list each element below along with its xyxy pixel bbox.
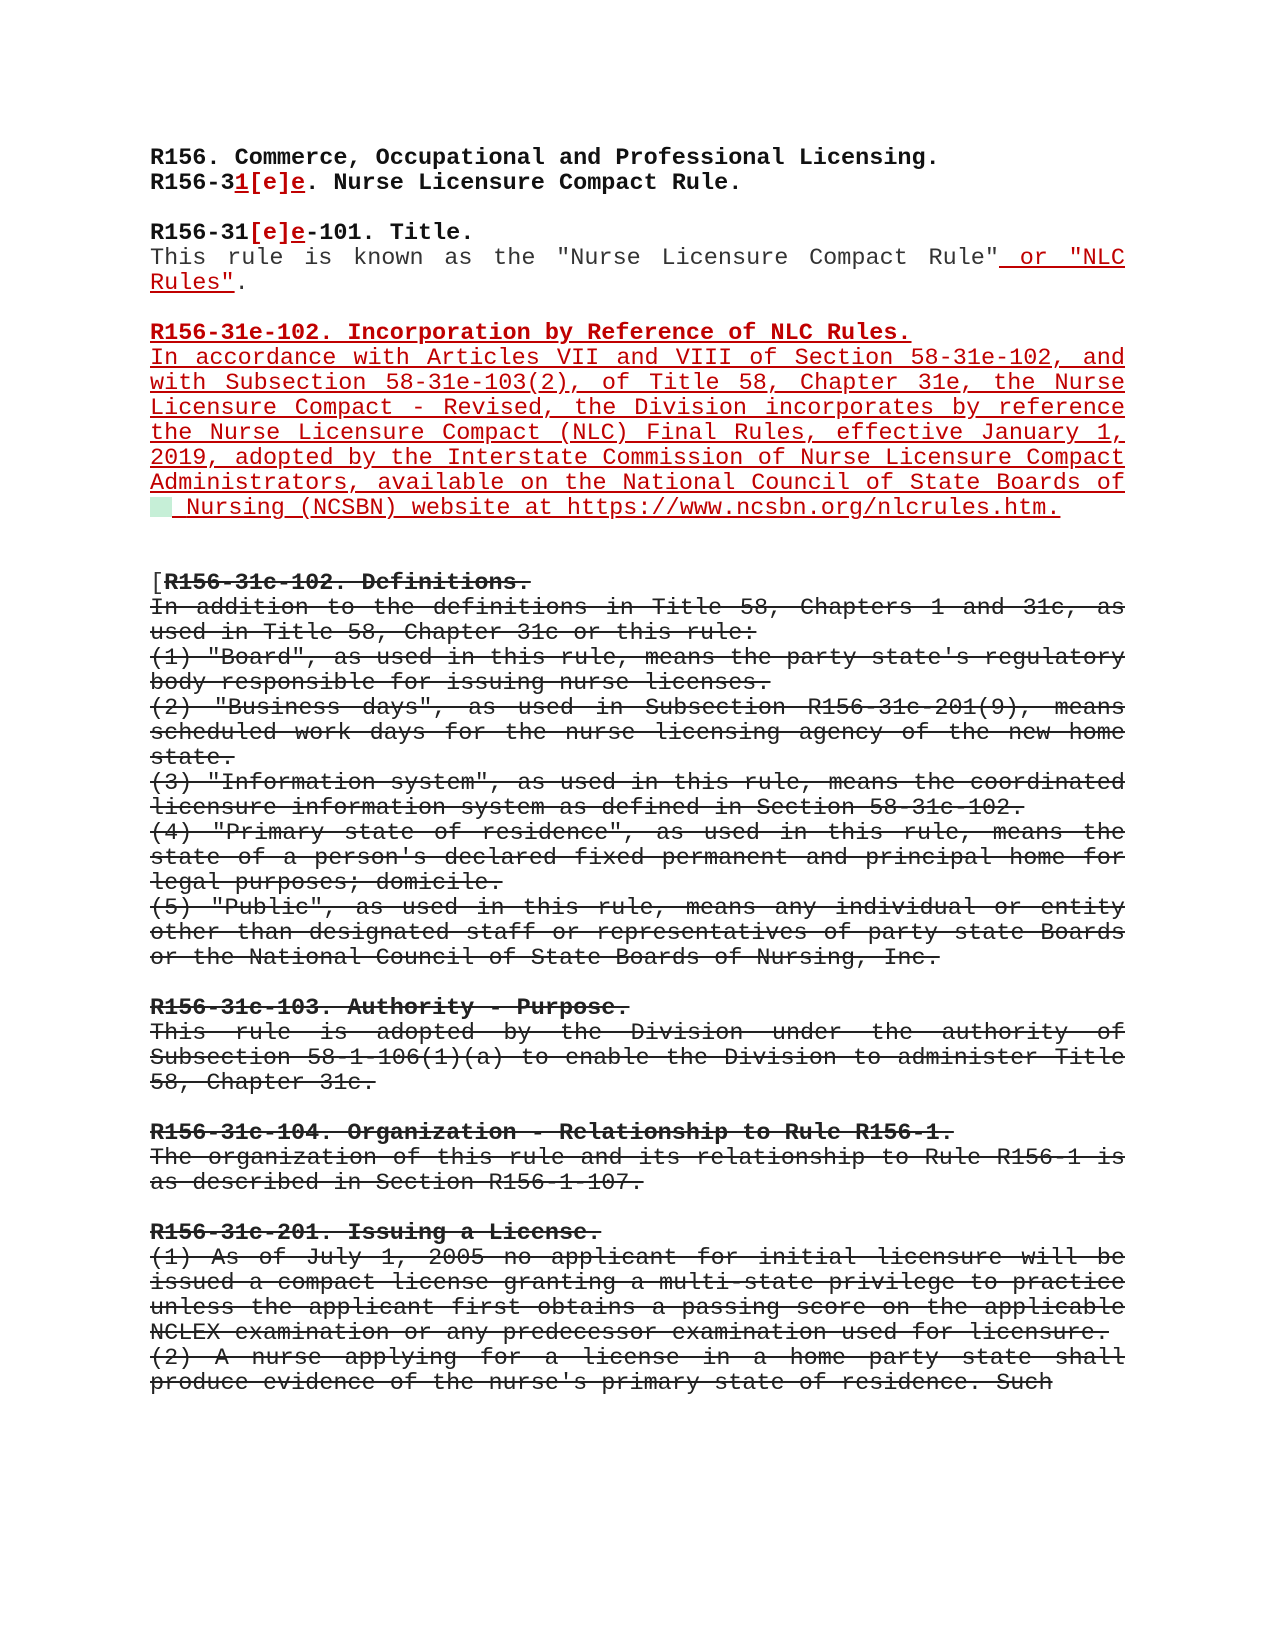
document-page (150, 146, 1125, 1396)
section-102-old-intro: In addition to the definitions in Title 58, Chapters 1 and 31c, as used in Title 58, Chapter 31c or this rule: (150, 595, 1125, 647)
section-103-heading: R156-31c-103. Authority - Purpose. (150, 995, 630, 1022)
section-104-body: The organization of this rule and its relationship to Rule R156-1 is as described in Section R156-1-107. (150, 1145, 1125, 1197)
section-101-heading (150, 221, 1125, 246)
rule-insert-2: e (291, 170, 306, 197)
sec101-end: . (234, 270, 249, 297)
rule-title-line (150, 171, 1125, 196)
sec101-suffix: -101. Title. (305, 220, 475, 247)
definition-item: (5) "Public", as used in this rule, means any individual or entity other than designated staff or representatives of party state Boards or the National Council of State Boards of Nursing, Inc. (150, 895, 1125, 972)
section-102-old-heading-line (150, 571, 1125, 596)
sec101-text: This rule is known as the "Nurse Licensure Compact Rule" (150, 245, 999, 272)
section-102-old-heading: R156-31c-102. Definitions. (164, 570, 531, 597)
section-102-new-heading: R156-31e-102. Incorporation by Reference of NLC Rules. (150, 320, 912, 347)
sec102-new-body-b: Nursing (NCSBN) website at https://www.ncsbn.org/nlcrules.htm. (186, 495, 1061, 522)
definition-item: (3) "Information system", as used in this rule, means the coordinated licensure information system as defined in Section 58-31c-102. (150, 770, 1125, 822)
sec101-insert: e (291, 220, 306, 247)
definition-item: (1) "Board", as used in this rule, means the party state's regulatory body responsible for issuing nurse licenses. (150, 645, 1125, 697)
section-201-item: (1) As of July 1, 2005 no applicant for initial licensure will be issued a compact license granting a multi-state privilege to practice unless the applicant first obtains a passing score on the applicable NCLEX examination or any predecessor examination used for licensure. (150, 1245, 1125, 1347)
rule-insert-1: 1 (234, 170, 249, 197)
rule-prefix: R156-3 (150, 170, 235, 197)
sec102-new-body-a: In accordance with Articles VII and VIII of Section 58-31e-102, and with Subsection 58-31e-103(2), of Title 58, Chapter 31e, the Nurse Licensure Compact - Revised, the Division incorporates by reference the Nurse Licensure Compact (NLC) Final Rules, effective January 1, 2019, adopted by the Interstate Commission of Nurse Licensure Compact Administrators, available on the National Council of State Boards of (150, 345, 1125, 497)
section-201-heading: R156-31c-201. Issuing a License. (150, 1220, 602, 1247)
section-103-body: This rule is adopted by the Division under the authority of Subsection 58-1-106(1)(a) to enable the Division to administer Title 58, Chapter 31c. (150, 1020, 1125, 1097)
rule-deletion: [e] (248, 170, 292, 197)
definition-item: (2) "Business days", as used in Subsection R156-31c-201(9), means scheduled work days for the nurse licensing agency of the new home state. (150, 695, 1125, 772)
sec101-deletion: [e] (248, 220, 292, 247)
section-101-body (150, 246, 1125, 296)
highlight-mark (150, 497, 172, 517)
sec101-insert-text: or "NLC Rules" (150, 245, 1125, 297)
open-bracket: [ (150, 570, 165, 597)
section-102-new-body (150, 346, 1125, 521)
section-201-item: (2) A nurse applying for a license in a home party state shall produce evidence of the nurse's primary state of residence. Such (150, 1345, 1125, 1397)
sec101-prefix: R156-31 (150, 220, 249, 247)
rule-suffix: . Nurse Licensure Compact Rule. (305, 170, 743, 197)
title-line: R156. Commerce, Occupational and Professional Licensing. (150, 145, 940, 172)
section-104-heading: R156-31c-104. Organization - Relationship to Rule R156-1. (150, 1120, 954, 1147)
definition-item: (4) "Primary state of residence", as used in this rule, means the state of a person's declared fixed permanent and principal home for legal purposes; domicile. (150, 820, 1125, 897)
